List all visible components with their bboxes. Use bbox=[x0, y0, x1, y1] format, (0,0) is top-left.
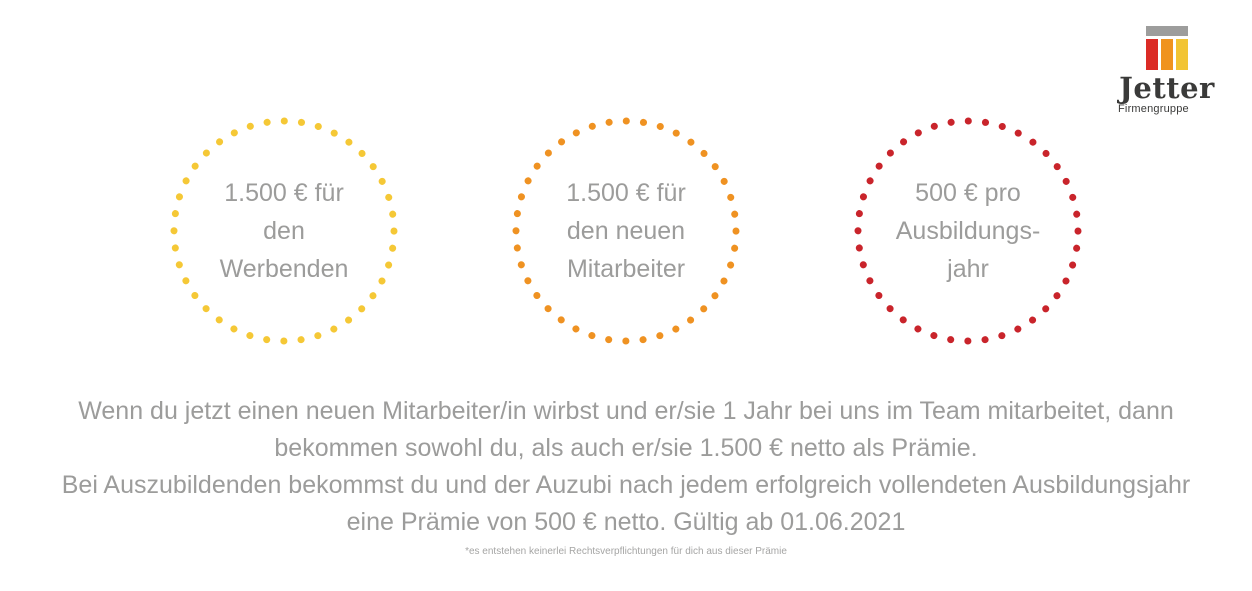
bonus-line: Werbenden bbox=[219, 255, 349, 283]
bonus-circle-ausbildungsjahr bbox=[853, 116, 1083, 346]
logo-company-name: Jetter bbox=[1119, 71, 1215, 105]
logo-subtitle: Firmengruppe bbox=[1118, 103, 1189, 115]
logo-mark-icon bbox=[1145, 26, 1189, 72]
company-logo bbox=[1115, 26, 1219, 115]
bonus-description bbox=[0, 393, 1252, 558]
bonus-circle-werbender bbox=[169, 116, 399, 346]
bonus-circle-label bbox=[853, 116, 1083, 346]
bonus-line: den bbox=[263, 217, 305, 245]
bonus-line: 1.500 € für bbox=[566, 179, 686, 207]
bonus-line: den neuen bbox=[566, 217, 686, 245]
bonus-circle-label bbox=[511, 116, 741, 346]
bonus-line: Mitarbeiter bbox=[566, 255, 686, 283]
bonus-circle-neuer-mitarbeiter bbox=[511, 116, 741, 346]
description-line: bekommen sowohl du, als auch er/sie 1.500 € netto als Prämie. bbox=[274, 434, 978, 462]
legal-footnote: *es entstehen keinerlei Rechtsverpflichtungen für dich aus dieser Prämie bbox=[465, 546, 787, 557]
description-line: Bei Auszubildenden bekommst du und der Auzubi nach jedem erfolgreich vollendeten Ausbildungsjahr bbox=[61, 471, 1191, 499]
bonus-line: 1.500 € für bbox=[224, 179, 344, 207]
description-line: Wenn du jetzt einen neuen Mitarbeiter/in wirbst und er/sie 1 Jahr bei uns im Team mitarbeitet, dann bbox=[78, 397, 1174, 425]
bonus-circles-row bbox=[0, 116, 1252, 346]
bonus-line: jahr bbox=[947, 255, 989, 283]
bonus-line: 500 € pro bbox=[915, 179, 1021, 207]
bonus-circle-label bbox=[169, 116, 399, 346]
bonus-line: Ausbildungs- bbox=[895, 217, 1041, 245]
description-line: eine Prämie von 500 € netto. Gültig ab 01.06.2021 bbox=[346, 508, 906, 536]
